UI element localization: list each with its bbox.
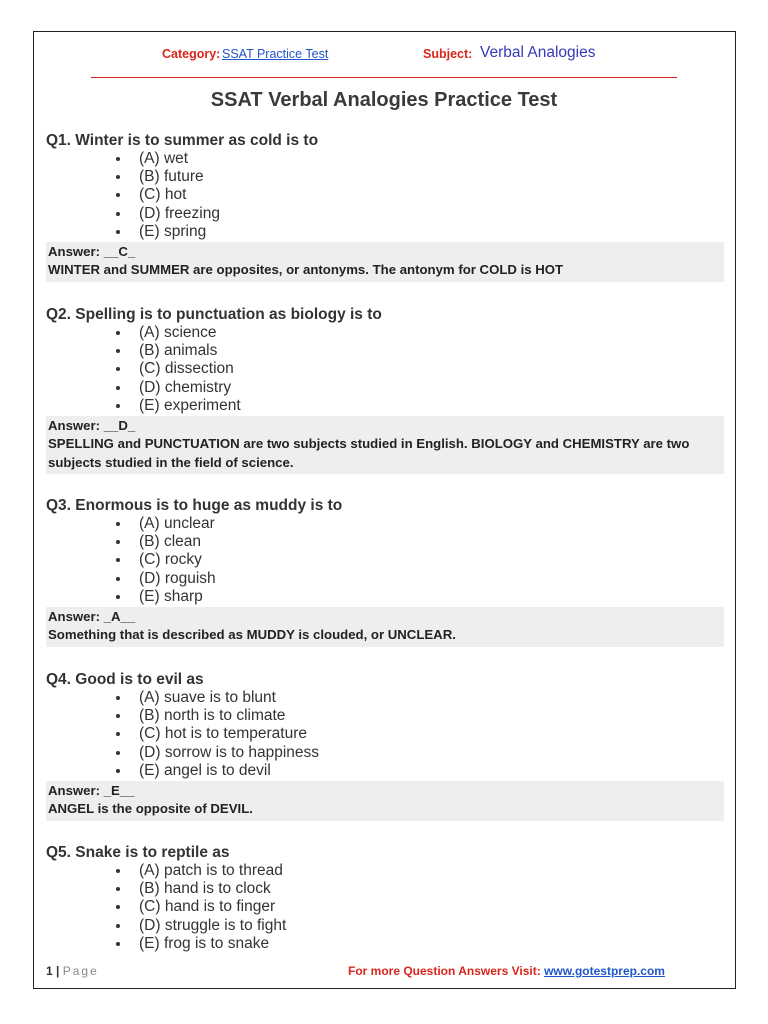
bullet-icon <box>116 175 120 179</box>
answer-box <box>46 607 724 647</box>
bullet-icon <box>116 331 120 335</box>
question-text: Q4. Good is to evil as <box>46 671 204 688</box>
answer-box <box>46 416 724 475</box>
page-number: 1 <box>46 964 53 978</box>
question-text: Q2. Spelling is to punctuation as biology is to <box>46 306 382 323</box>
option-item: (B) animals <box>46 342 724 360</box>
subject-value: Verbal Analogies <box>480 44 596 61</box>
footer-visit <box>348 964 665 978</box>
page-title: SSAT Verbal Analogies Practice Test <box>210 89 558 111</box>
header <box>0 44 768 64</box>
option-item: (E) spring <box>46 223 724 241</box>
answer-key: Answer: __D_ <box>48 417 136 433</box>
option-item: (D) struggle is to fight <box>46 917 724 935</box>
bullet-icon <box>116 540 120 544</box>
option-item: (A) patch is to thread <box>46 862 724 880</box>
answer-key: Answer: __C_ <box>48 243 136 259</box>
option-item: (B) future <box>46 168 724 186</box>
bullet-icon <box>116 751 120 755</box>
question-text: Q3. Enormous is to huge as muddy is to <box>46 497 343 514</box>
answer-explanation: SPELLING and PUNCTUATION are two subjects studied in English. BIOLOGY and CHEMISTRY are two subjects studied in the field of science. <box>48 436 690 470</box>
bullet-icon <box>116 193 120 197</box>
visit-link[interactable]: www.gotestprep.com <box>544 964 665 978</box>
option-item: (C) hot is to temperature <box>46 725 724 743</box>
question-text: Q5. Snake is to reptile as <box>46 844 230 861</box>
page-separator: | <box>56 964 60 978</box>
bullet-icon <box>116 349 120 353</box>
bullet-icon <box>116 887 120 891</box>
answer-box <box>46 242 724 282</box>
option-item: (C) hot <box>46 186 724 204</box>
option-item: (A) wet <box>46 150 724 168</box>
option-item: (B) hand is to clock <box>46 880 724 898</box>
option-list <box>46 515 724 606</box>
bullet-icon <box>116 558 120 562</box>
bullet-icon <box>116 595 120 599</box>
option-item: (C) hand is to finger <box>46 898 724 916</box>
option-item: (E) sharp <box>46 588 724 606</box>
page-word: Page <box>62 964 99 978</box>
question-block-2 <box>46 305 724 474</box>
bullet-icon <box>116 869 120 873</box>
option-item: (A) science <box>46 324 724 342</box>
option-item: (E) angel is to devil <box>46 762 724 780</box>
option-item: (C) dissection <box>46 360 724 378</box>
answer-explanation: Something that is described as MUDDY is clouded, or UNCLEAR. <box>48 627 456 643</box>
answer-box <box>46 781 724 821</box>
bullet-icon <box>116 732 120 736</box>
category-link[interactable]: SSAT Practice Test <box>222 47 329 61</box>
category-label: Category: <box>162 47 221 61</box>
bullet-icon <box>116 386 120 390</box>
option-list <box>46 150 724 241</box>
bullet-icon <box>116 577 120 581</box>
answer-key: Answer: _A__ <box>48 608 136 624</box>
option-item: (E) frog is to snake <box>46 935 724 953</box>
bullet-icon <box>116 714 120 718</box>
question-block-3 <box>46 496 724 647</box>
answer-explanation: ANGEL is the opposite of DEVIL. <box>48 801 253 817</box>
question-block-1 <box>46 131 724 282</box>
option-item: (B) clean <box>46 533 724 551</box>
bullet-icon <box>116 905 120 909</box>
bullet-icon <box>116 157 120 161</box>
option-item: (C) rocky <box>46 551 724 569</box>
option-item: (D) sorrow is to happiness <box>46 744 724 762</box>
bullet-icon <box>116 404 120 408</box>
bullet-icon <box>116 367 120 371</box>
subject-label: Subject: <box>423 47 473 61</box>
option-item: (E) experiment <box>46 397 724 415</box>
option-item: (D) chemistry <box>46 379 724 397</box>
option-item: (A) suave is to blunt <box>46 689 724 707</box>
footer-page-number <box>46 964 99 978</box>
visit-text: For more Question Answers Visit: <box>348 964 541 978</box>
question-text: Q1. Winter is to summer as cold is to <box>46 132 319 149</box>
header-divider <box>91 77 677 78</box>
answer-explanation: WINTER and SUMMER are opposites, or antonyms. The antonym for COLD is HOT <box>48 262 564 278</box>
bullet-icon <box>116 230 120 234</box>
bullet-icon <box>116 769 120 773</box>
option-list <box>46 324 724 415</box>
option-item: (A) unclear <box>46 515 724 533</box>
bullet-icon <box>116 696 120 700</box>
option-item: (D) roguish <box>46 570 724 588</box>
option-item: (B) north is to climate <box>46 707 724 725</box>
bullet-icon <box>116 522 120 526</box>
option-list <box>46 862 724 953</box>
bullet-icon <box>116 212 120 216</box>
question-block-4 <box>46 670 724 821</box>
answer-key: Answer: _E__ <box>48 782 135 798</box>
question-block-5 <box>46 843 724 953</box>
option-item: (D) freezing <box>46 205 724 223</box>
bullet-icon <box>116 924 120 928</box>
option-list <box>46 689 724 780</box>
bullet-icon <box>116 942 120 946</box>
